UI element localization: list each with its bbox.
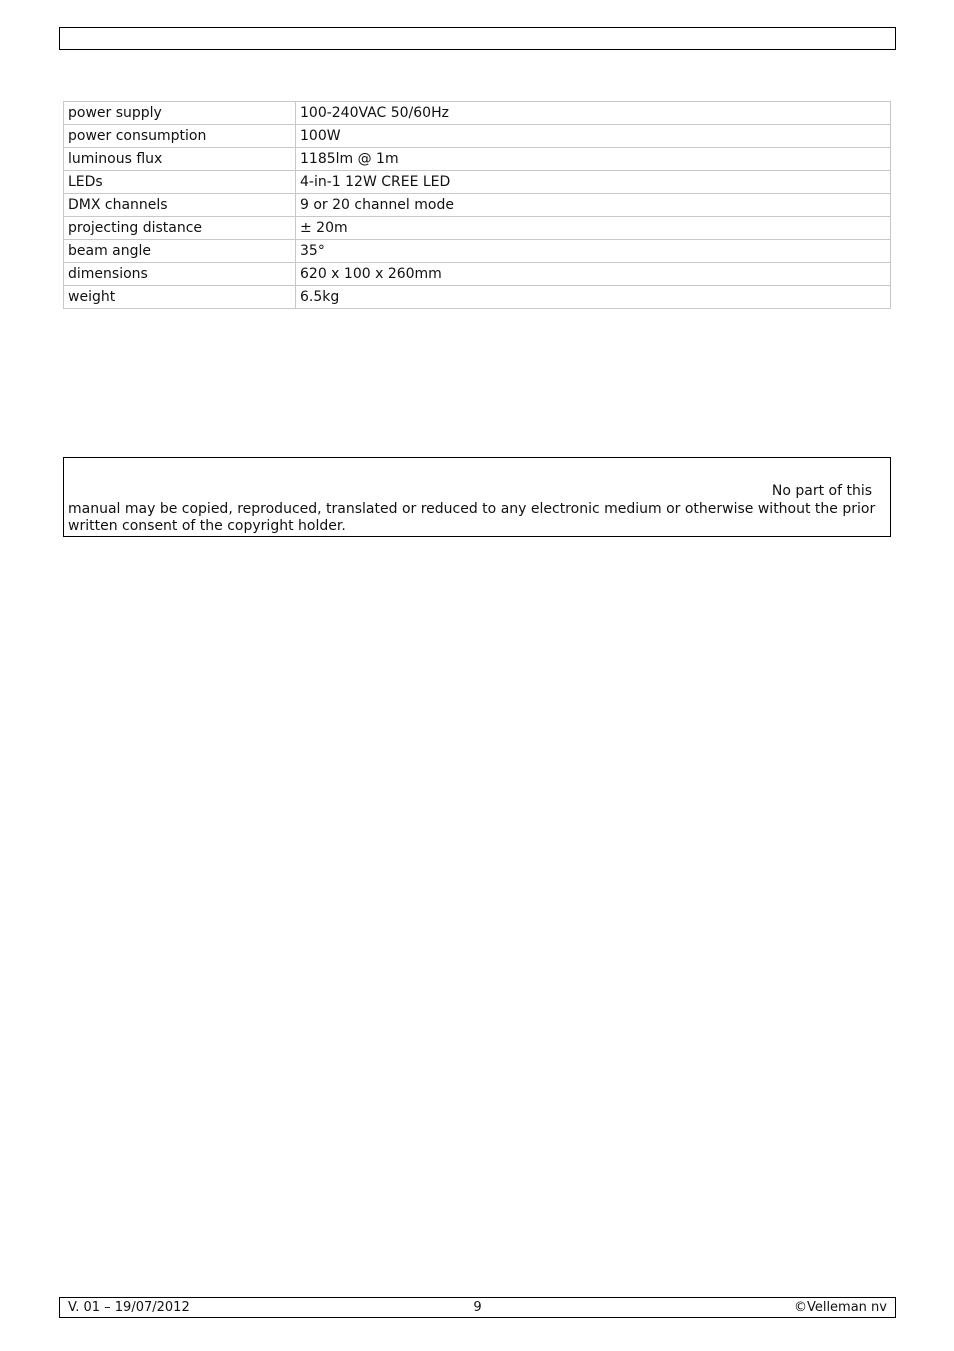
- notice-line-1: No part of this: [771, 483, 872, 499]
- footer-copyright: ©Velleman nv: [793, 1300, 887, 1315]
- spec-label: projecting distance: [64, 217, 296, 240]
- table-row: [64, 286, 891, 309]
- page-footer: [59, 1297, 896, 1318]
- table-row: [64, 102, 891, 125]
- spec-value: 35°: [296, 240, 891, 263]
- spec-value: 9 or 20 channel mode: [296, 194, 891, 217]
- footer-page-number: 9: [473, 1300, 482, 1315]
- table-row: [64, 194, 891, 217]
- spec-value: 100W: [296, 125, 891, 148]
- copyright-notice: [63, 457, 891, 537]
- table-row: [64, 263, 891, 286]
- spec-value: 100-240VAC 50/60Hz: [296, 102, 891, 125]
- table-row: [64, 171, 891, 194]
- table-row: [64, 217, 891, 240]
- spec-label: weight: [64, 286, 296, 309]
- spec-value: 4-in-1 12W CREE LED: [296, 171, 891, 194]
- spec-value: 6.5kg: [296, 286, 891, 309]
- spec-label: LEDs: [64, 171, 296, 194]
- footer-version: V. 01 – 19/07/2012: [68, 1300, 190, 1315]
- specifications-table: [63, 101, 891, 309]
- header-box: [59, 27, 896, 50]
- spec-value: 1185lm @ 1m: [296, 148, 891, 171]
- spec-label: dimensions: [64, 263, 296, 286]
- spec-label: DMX channels: [64, 194, 296, 217]
- spec-label: luminous flux: [64, 148, 296, 171]
- spec-value: 620 x 100 x 260mm: [296, 263, 891, 286]
- table-row: [64, 240, 891, 263]
- spec-label: beam angle: [64, 240, 296, 263]
- spec-value: ± 20m: [296, 217, 891, 240]
- table-row: [64, 148, 891, 171]
- notice-text: manual may be copied, reproduced, translated or reduced to any electronic medium or otherwise without the prior written consent of the copyright holder.: [68, 500, 876, 534]
- spec-label: power supply: [64, 102, 296, 125]
- spec-label: power consumption: [64, 125, 296, 148]
- table-row: [64, 125, 891, 148]
